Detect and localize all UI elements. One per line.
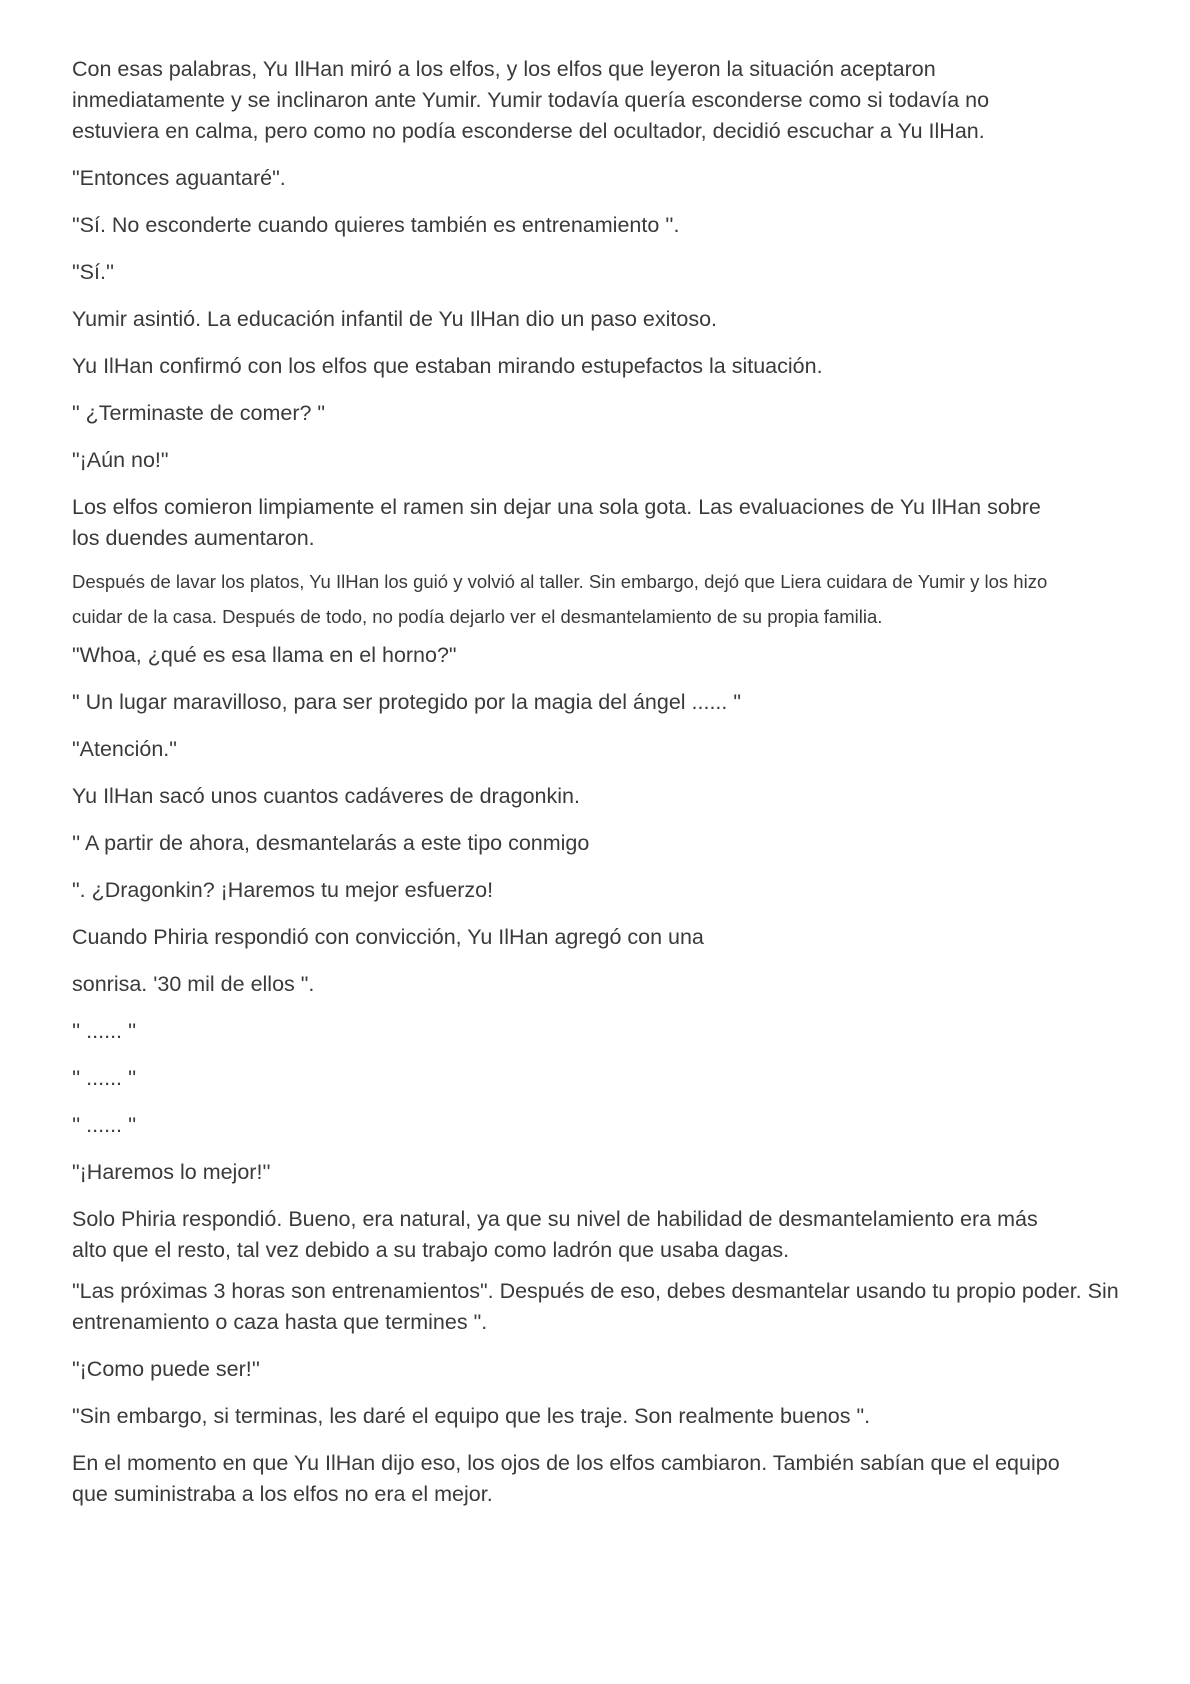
paragraph: " ¿Terminaste de comer? " xyxy=(72,401,326,425)
paragraph: Los elfos comieron limpiamente el ramen sin dejar una sola gota. Las evaluaciones de Yu IlHan sobre los duendes aumentaron. xyxy=(72,495,1041,550)
paragraph: Yumir asintió. La educación infantil de Yu IlHan dio un paso exitoso. xyxy=(72,307,718,331)
paragraph: "Las próximas 3 horas son entrenamientos". Después de eso, debes desmantelar usando tu propio poder. Sin entrenamiento o caza hasta que termines ". xyxy=(72,1279,1119,1334)
document-page xyxy=(72,54,1132,1510)
paragraph: '' ...... '' xyxy=(72,1066,137,1090)
paragraph: Después de lavar los platos, Yu IlHan los guió y volvió al taller. Sin embargo, dejó que Liera cuidara de Yumir y los hizo cuidar de la casa. Después de todo, no podía dejarlo ver el desmantelamiento de su propia familia. xyxy=(72,571,1048,627)
paragraph: "¡Haremos lo mejor!'' xyxy=(72,1160,271,1184)
paragraph: Cuando Phiria respondió con convicción, Yu IlHan agregó con una xyxy=(72,925,704,949)
paragraph: Solo Phiria respondió. Bueno, era natural, ya que su nivel de habilidad de desmantelamiento era más alto que el resto, tal vez debido a su trabajo como ladrón que usaba dagas. xyxy=(72,1207,1038,1262)
paragraph: '' ...... '' xyxy=(72,1113,137,1137)
paragraph: En el momento en que Yu IlHan dijo eso, los ojos de los elfos cambiaron. También sabían que el equipo que suministraba a los elfos no era el mejor. xyxy=(72,1451,1060,1506)
paragraph: "Sin embargo, si terminas, les daré el equipo que les traje. Son realmente buenos ". xyxy=(72,1404,871,1428)
paragraph: '' ...... '' xyxy=(72,1019,137,1043)
paragraph: sonrisa. '30 mil de ellos ". xyxy=(72,972,315,996)
paragraph: "Whoa, ¿qué es esa llama en el horno?" xyxy=(72,643,457,667)
paragraph: "Entonces aguantaré". xyxy=(72,166,286,190)
paragraph: " Un lugar maravilloso, para ser protegido por la magia del ángel ...... " xyxy=(72,690,741,714)
paragraph: Con esas palabras, Yu IlHan miró a los elfos, y los elfos que leyeron la situación aceptaron inmediatamente y se inclinaron ante Yumir. Yumir todavía quería esconderse como si todavía no estuviera en calma, pero como no podía esconderse del ocultador, decidió escuchar a Yu IlHan. xyxy=(72,57,990,143)
paragraph: "¡Aún no!" xyxy=(72,448,169,472)
paragraph: "¡Como puede ser!'' xyxy=(72,1357,260,1381)
paragraph: ". ¿Dragonkin? ¡Haremos tu mejor esfuerzo! xyxy=(72,878,494,902)
paragraph: "Sí.'' xyxy=(72,260,115,284)
paragraph: Yu IlHan confirmó con los elfos que estaban mirando estupefactos la situación. xyxy=(72,354,823,378)
paragraph: "Atención." xyxy=(72,737,177,761)
paragraph: '' A partir de ahora, desmantelarás a este tipo conmigo xyxy=(72,831,590,855)
paragraph: "Sí. No esconderte cuando quieres también es entrenamiento ''. xyxy=(72,213,680,237)
paragraph: Yu IlHan sacó unos cuantos cadáveres de dragonkin. xyxy=(72,784,580,808)
